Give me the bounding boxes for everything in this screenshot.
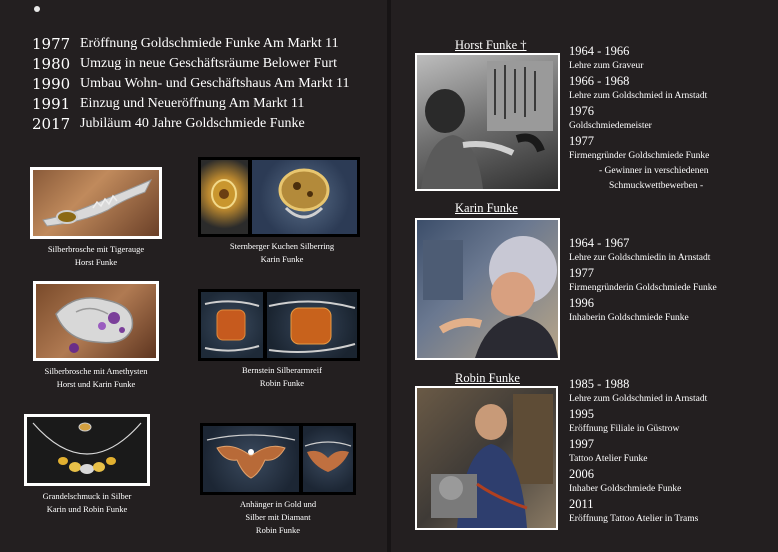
timeline-year: 1990 xyxy=(32,75,71,93)
person-bio xyxy=(569,44,709,194)
item-caption-title: Grandelschmuck in Silber xyxy=(42,491,132,501)
left-page xyxy=(0,0,387,552)
bio-text: Firmengründer Goldschmiede Funke xyxy=(569,151,710,161)
person-name: Robin Funke xyxy=(455,371,520,385)
bio-text: Firmengründerin Goldschmiede Funke xyxy=(569,283,717,293)
item-caption-artist: Karin und Robin Funke xyxy=(46,504,128,514)
item-caption-title: Silberbrosche mit Tigerauge xyxy=(47,244,145,254)
jewelry-item xyxy=(200,423,356,537)
bio-year: 1996 xyxy=(569,296,594,310)
item-caption-title: Anhänger in Gold und xyxy=(239,499,317,509)
bio-year: 1985 - 1988 xyxy=(569,377,630,391)
jewelry-item xyxy=(20,281,172,391)
timeline-row xyxy=(32,54,350,74)
portrait-photo xyxy=(415,386,558,530)
jewelry-photo xyxy=(30,167,162,239)
binding-hole xyxy=(34,6,40,12)
item-caption-artist: Karin Funke xyxy=(260,254,304,264)
jewelry-item xyxy=(22,414,152,516)
item-caption-artist: Robin Funke xyxy=(259,378,305,388)
bio-text: Lehre zum Goldschmied in Arnstadt xyxy=(569,91,708,101)
bio-year: 1977 xyxy=(569,134,594,148)
timeline-year: 1977 xyxy=(32,35,71,53)
person-name: Horst Funke † xyxy=(455,38,527,52)
item-caption-artist: Robin Funke xyxy=(255,525,301,535)
portrait-photo xyxy=(415,218,560,360)
bio-text: Schmuckwettbewerben - xyxy=(609,181,704,191)
company-timeline xyxy=(32,34,350,134)
bio-year: 1995 xyxy=(569,407,594,421)
timeline-row xyxy=(32,114,350,134)
bio-year: 2006 xyxy=(569,467,594,481)
bio-text: Lehre zum Graveur xyxy=(569,61,644,71)
bio-year: 1964 - 1967 xyxy=(569,236,630,250)
timeline-year: 1991 xyxy=(32,95,71,113)
item-caption-artist: Horst und Karin Funke xyxy=(56,379,136,389)
item-caption-title: Silberbrosche mit Amethysten xyxy=(44,366,148,376)
bio-text: Inhaber Goldschmiede Funke xyxy=(569,484,682,494)
jewelry-photo xyxy=(198,157,360,237)
timeline-text: Eröffnung Goldschmiede Funke Am Markt 11 xyxy=(80,36,339,51)
bio-year: 2011 xyxy=(569,497,594,511)
timeline-year: 1980 xyxy=(32,55,71,73)
timeline-year: 2017 xyxy=(32,115,71,133)
bio-text: Eröffnung Tattoo Atelier in Trams xyxy=(569,514,699,524)
item-caption-title: Bernstein Silberarmreif xyxy=(241,365,322,375)
bio-text: Inhaberin Goldschmiede Funke xyxy=(569,313,689,323)
jewelry-item xyxy=(198,157,366,266)
bio-text: Lehre zur Goldschmiedin in Arnstadt xyxy=(569,253,711,263)
person-bio xyxy=(569,236,717,326)
bio-text: Goldschmiedemeister xyxy=(569,121,652,131)
jewelry-photo xyxy=(33,281,159,361)
bio-text: Eröffnung Filiale in Güstrow xyxy=(569,424,680,434)
jewelry-photo xyxy=(198,289,360,361)
item-caption-artist: Horst Funke xyxy=(74,257,118,267)
timeline-row xyxy=(32,74,350,94)
jewelry-item xyxy=(20,167,172,269)
jewelry-item xyxy=(198,289,366,390)
bio-text: - Gewinner in verschiedenen xyxy=(599,166,709,176)
timeline-text: Umbau Wohn- und Geschäftshaus Am Markt 11 xyxy=(80,76,350,91)
right-page xyxy=(391,0,778,552)
timeline-text: Einzug und Neueröffnung Am Markt 11 xyxy=(80,96,305,111)
bio-year: 1997 xyxy=(569,437,594,451)
jewelry-photo xyxy=(24,414,150,486)
timeline-text: Umzug in neue Geschäftsräume Belower Furt xyxy=(80,56,337,71)
item-caption-detail: Silber mit Diamant xyxy=(245,512,311,522)
portrait-photo xyxy=(415,53,560,191)
bio-year: 1964 - 1966 xyxy=(569,44,630,58)
person-bio xyxy=(569,377,707,527)
bio-text: Lehre zum Goldschmied in Arnstadt xyxy=(569,394,708,404)
item-caption-title: Sternberger Kuchen Silberring xyxy=(229,241,335,251)
person-name: Karin Funke xyxy=(455,201,518,215)
bio-year: 1976 xyxy=(569,104,594,118)
timeline-row xyxy=(32,34,350,54)
timeline-row xyxy=(32,94,350,114)
bio-year: 1966 - 1968 xyxy=(569,74,630,88)
jewelry-photo xyxy=(200,423,356,495)
bio-year: 1977 xyxy=(569,266,594,280)
bio-text: Tattoo Atelier Funke xyxy=(569,454,648,464)
timeline-text: Jubiläum 40 Jahre Goldschmiede Funke xyxy=(80,116,305,131)
